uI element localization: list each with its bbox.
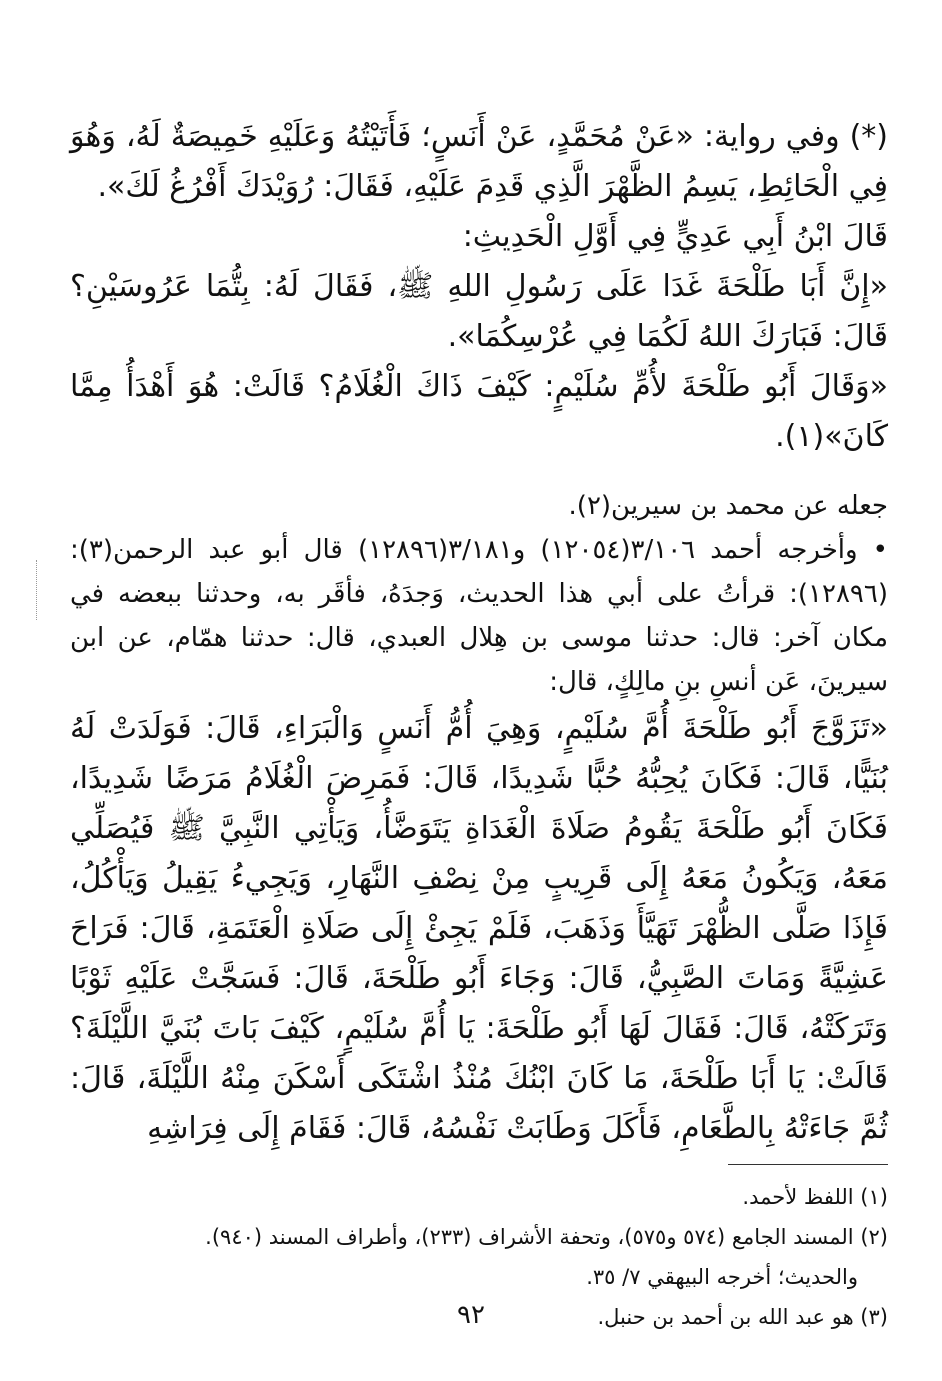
- margin-mark: [36, 560, 38, 620]
- paragraph-abu-talha-ghada: «إِنَّ أَبَا طَلْحَةَ غَدَا عَلَى رَسُولِ اللهِ ﷺ، فَقَالَ لَهُ: بِتُّمَا عَرُوسَيْنِ؟ قَالَ: فَبَارَكَ اللهُ لَكُمَا فِي عُرْسِكُمَا».: [70, 269, 888, 354]
- paragraph-riwaya: (*) وفي رواية: «عَنْ مُحَمَّدٍ، عَنْ أَنَسٍ؛ فَأَتَيْتُهُ وَعَلَيْهِ خَمِيصَةٌ لَهُ، وَهُوَ فِي الْحَائِطِ، يَسِمُ الظَّهْرَ الَّذِي قَدِمَ عَلَيْهِ، فَقَالَ: رُوَيْدَكَ أَفْرُغُ لَكَ».: [70, 119, 888, 204]
- footnote-divider: [728, 1164, 888, 1165]
- footnote-2: (٢) المسند الجامع (٥٧٤ و٥٧٥)، وتحفة الأشراف (٢٣٣)، وأطراف المسند (٩٤٠).: [205, 1225, 888, 1249]
- paragraph-ibn-abi-adi: قَالَ ابْنُ أَبِي عَدِيٍّ فِي أَوَّلِ الْحَدِيثِ:: [462, 219, 888, 254]
- paragraph-ibn-sirin: جعله عن محمد بن سيرين(٢).: [568, 491, 888, 521]
- paragraph-takhrij: • وأخرجه أحمد ٣/١٠٦(١٢٠٥٤) و٣/١٨١(١٢٨٩٦) قال أبو عبد الرحمن(٣): (١٢٨٩٦): قرأتُ على أبي هذا الحديث، وَجدَهُ، فأقَر به، وحدثنا ببعضه في مكان آخر: قال: حدثنا موسى بن هِلال العبدي، قال: حدثنا همّام، عن ابن سيرينَ، عَن أنسِ بنِ مالِكٍ، قال:: [70, 535, 888, 697]
- footnote-1: (١) اللفظ لأحمد.: [742, 1185, 888, 1209]
- spacer: [70, 462, 888, 484]
- page-number: ٩٢: [457, 1300, 485, 1330]
- paragraph-umm-sulaym: «وَقَالَ أَبُو طَلْحَةَ لأُمِّ سُلَيْمٍ: كَيْفَ ذَاكَ الْغُلَامُ؟ قَالَتْ: هُوَ أَهْدَأُ مِمَّا كَانَ»(١).: [70, 369, 888, 454]
- footnote-3: (٣) هو عبد الله بن أحمد بن حنبل.: [597, 1305, 888, 1329]
- page-body: [70, 112, 888, 1337]
- paragraph-hadith-text: «تَزَوَّجَ أَبُو طَلْحَةَ أُمَّ سُلَيْمٍ، وَهِيَ أُمُّ أَنَسٍ وَالْبَرَاءِ، قَالَ: فَوَلَدَتْ لَهُ بُنَيًّا، قَالَ: فَكَانَ يُحِبُّهُ حُبًّا شَدِيدًا، قَالَ: فَمَرِضَ الْغُلَامُ مَرَضًا شَدِيدًا، فَكَانَ أَبُو طَلْحَةَ يَقُومُ صَلَاةَ الْغَدَاةِ يَتَوَضَّأُ، وَيَأْتِي النَّبِيَّ ﷺ فَيُصَلِّي مَعَهُ، وَيَكُونُ مَعَهُ إِلَى قَرِيبٍ مِنْ نِصْفِ النَّهَارِ، وَيَجِيءُ يَقِيلُ وَيَأْكُلُ، فَإِذَا صَلَّى الظُّهْرَ تَهَيَّأَ وَذَهَبَ، فَلَمْ يَجِئْ إِلَى صَلَاةِ الْعَتَمَةِ، قَالَ: فَرَاحَ عَشِيَّةً وَمَاتَ الصَّبِيُّ، قَالَ: وَجَاءَ أَبُو طَلْحَةَ، قَالَ: فَسَجَّتْ عَلَيْهِ ثَوْبًا وَتَرَكَتْهُ، قَالَ: فَقَالَ لَهَا أَبُو طَلْحَةَ: يَا أُمَّ سُلَيْمٍ، كَيْفَ بَاتَ بُنَيَّ اللَّيْلَةَ؟ قَالَتْ: يَا أَبَا طَلْحَةَ، مَا كَانَ ابْنُكَ مُنْذُ اشْتَكَى أَسْكَنَ مِنْهُ اللَّيْلَةَ، قَالَ: ثُمَّ جَاءَتْهُ بِالطَّعَامِ، فَأَكَلَ وَطَابَتْ نَفْسُهُ، قَالَ: فَقَامَ إِلَى فِرَاشِهِ: [70, 711, 888, 1146]
- footnote-2-continuation: والحديث؛ أخرجه البيهقي ٧/ ٣٥.: [586, 1265, 858, 1289]
